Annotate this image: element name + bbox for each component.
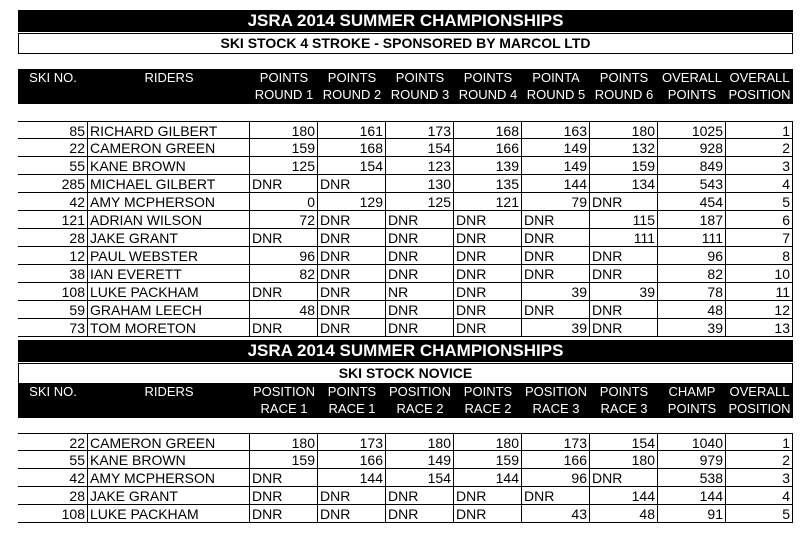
- rider-name-cell: JAKE GRANT: [88, 229, 250, 247]
- score-cell: DNR: [454, 283, 522, 301]
- score-cell: 13: [726, 319, 793, 337]
- table-row: [18, 175, 793, 193]
- column-header-line2: POINTS: [667, 401, 717, 416]
- score-cell: 82: [658, 265, 726, 283]
- score-cell: 166: [318, 451, 386, 469]
- column-header-line2: ROUND 2: [322, 87, 382, 102]
- score-cell: DNR: [386, 265, 454, 283]
- score-cell: 139: [454, 157, 522, 175]
- score-cell: DNR: [454, 211, 522, 229]
- rider-name-cell: CAMERON GREEN: [88, 139, 250, 157]
- score-cell: DNR: [250, 175, 318, 193]
- score-cell: 130: [386, 175, 454, 193]
- table-row: [18, 211, 793, 229]
- column-header-line2: RACE 3: [532, 401, 580, 416]
- score-cell: 39: [522, 283, 590, 301]
- column-header-line2: RACE 1: [260, 401, 308, 416]
- column-header: [658, 69, 726, 103]
- column-header-line1: POINTS: [599, 384, 649, 399]
- column-header: [522, 69, 590, 103]
- score-cell: 111: [658, 229, 726, 247]
- column-header-line2: RACE 1: [328, 401, 376, 416]
- ski-number-cell: 285: [18, 175, 88, 193]
- score-cell: 43: [522, 505, 590, 523]
- column-header-line1: SKI NO.: [29, 384, 77, 399]
- score-cell: 144: [454, 469, 522, 487]
- score-cell: 144: [318, 469, 386, 487]
- score-cell: DNR: [522, 301, 590, 319]
- ski-number-cell: 12: [18, 247, 88, 265]
- novice-header-row: [18, 383, 793, 418]
- score-cell: DNR: [590, 247, 658, 265]
- score-cell: 166: [522, 451, 590, 469]
- score-cell: 180: [386, 433, 454, 451]
- score-cell: 4: [726, 175, 793, 193]
- score-cell: 4: [726, 487, 793, 505]
- score-cell: 149: [386, 451, 454, 469]
- score-cell: DNR: [454, 301, 522, 319]
- ski-number-cell: 59: [18, 301, 88, 319]
- column-header-line2: RACE 3: [600, 401, 648, 416]
- score-cell: 135: [454, 175, 522, 193]
- table-row: [18, 283, 793, 301]
- score-cell: DNR: [250, 469, 318, 487]
- score-cell: 78: [658, 283, 726, 301]
- novice-title: JSRA 2014 SUMMER CHAMPIONSHIPS: [18, 340, 793, 362]
- score-cell: 180: [250, 121, 318, 139]
- rider-name-cell: TOM MORETON: [88, 319, 250, 337]
- score-cell: DNR: [454, 229, 522, 247]
- column-header-line2: ROUND 3: [390, 87, 450, 102]
- score-cell: 159: [590, 157, 658, 175]
- column-header-line1: OVERALL: [662, 70, 722, 85]
- ski-number-cell: 38: [18, 265, 88, 283]
- table-row: [18, 121, 793, 139]
- score-cell: DNR: [590, 193, 658, 211]
- table-row: [18, 157, 793, 175]
- column-header-line1: POSITION: [388, 384, 452, 399]
- score-cell: 2: [726, 139, 793, 157]
- score-cell: 159: [454, 451, 522, 469]
- score-cell: 96: [522, 469, 590, 487]
- rider-name-cell: LUKE PACKHAM: [88, 505, 250, 523]
- rider-name-cell: KANE BROWN: [88, 451, 250, 469]
- column-header: [726, 383, 793, 417]
- ski-number-cell: 108: [18, 505, 88, 523]
- column-header-line1: RIDERS: [144, 384, 194, 399]
- novice-subtitle: SKI STOCK NOVICE: [18, 363, 793, 384]
- column-header: [18, 69, 88, 86]
- score-cell: 159: [250, 451, 318, 469]
- score-cell: 48: [658, 301, 726, 319]
- score-cell: DNR: [454, 265, 522, 283]
- table-row: [18, 505, 793, 523]
- score-cell: 538: [658, 469, 726, 487]
- column-header: [386, 69, 454, 103]
- score-cell: 180: [454, 433, 522, 451]
- column-header: [88, 383, 250, 400]
- score-cell: 161: [318, 121, 386, 139]
- table-row: [18, 451, 793, 469]
- score-cell: DNR: [522, 229, 590, 247]
- column-header-line1: POINTS: [259, 70, 309, 85]
- column-header: [88, 69, 250, 86]
- score-cell: 159: [250, 139, 318, 157]
- column-header-line1: POINTS: [463, 70, 513, 85]
- column-header-line1: OVERALL: [729, 384, 790, 399]
- table-row: [18, 193, 793, 211]
- score-cell: 154: [318, 157, 386, 175]
- score-cell: 48: [250, 301, 318, 319]
- score-cell: 39: [590, 283, 658, 301]
- score-cell: 154: [386, 139, 454, 157]
- stock4-header-row: [18, 69, 793, 104]
- score-cell: 149: [522, 139, 590, 157]
- column-header-line2: RACE 2: [464, 401, 512, 416]
- score-cell: 96: [658, 247, 726, 265]
- score-cell: DNR: [318, 265, 386, 283]
- column-header-line1: POINTA: [532, 70, 580, 85]
- score-cell: DNR: [386, 505, 454, 523]
- score-cell: DNR: [250, 229, 318, 247]
- column-header: [522, 383, 590, 417]
- score-cell: 3: [726, 469, 793, 487]
- score-cell: 0: [250, 193, 318, 211]
- ski-number-cell: 22: [18, 433, 88, 451]
- column-header: [590, 69, 658, 103]
- column-header-line2: POSITION: [728, 401, 791, 416]
- ski-number-cell: 85: [18, 121, 88, 139]
- column-header-line1: SKI NO.: [29, 70, 77, 85]
- score-cell: 125: [250, 157, 318, 175]
- table-row: [18, 469, 793, 487]
- rider-name-cell: JAKE GRANT: [88, 487, 250, 505]
- table-row: [18, 247, 793, 265]
- score-cell: DNR: [454, 319, 522, 337]
- column-header: [318, 383, 386, 417]
- table-row: [18, 433, 793, 451]
- ski-number-cell: 28: [18, 229, 88, 247]
- score-cell: DNR: [386, 487, 454, 505]
- score-cell: DNR: [250, 505, 318, 523]
- score-cell: 6: [726, 211, 793, 229]
- column-header-line1: POINTS: [327, 384, 377, 399]
- score-cell: 39: [658, 319, 726, 337]
- column-header-line2: ROUND 1: [254, 87, 314, 102]
- column-header: [454, 383, 522, 417]
- score-cell: DNR: [522, 211, 590, 229]
- score-cell: DNR: [590, 319, 658, 337]
- column-header-line2: RACE 2: [396, 401, 444, 416]
- column-header-line2: POINTS: [667, 87, 717, 102]
- score-cell: 123: [386, 157, 454, 175]
- score-cell: 3: [726, 157, 793, 175]
- score-cell: 5: [726, 505, 793, 523]
- score-cell: DNR: [386, 229, 454, 247]
- score-cell: DNR: [318, 487, 386, 505]
- ski-number-cell: 73: [18, 319, 88, 337]
- score-cell: 154: [386, 469, 454, 487]
- score-cell: DNR: [250, 319, 318, 337]
- table-row: [18, 139, 793, 157]
- score-cell: 115: [590, 211, 658, 229]
- score-cell: 91: [658, 505, 726, 523]
- score-cell: 121: [454, 193, 522, 211]
- score-cell: DNR: [454, 505, 522, 523]
- rider-name-cell: LUKE PACKHAM: [88, 283, 250, 301]
- rider-name-cell: AMY MCPHERSON: [88, 193, 250, 211]
- score-cell: 5: [726, 193, 793, 211]
- ski-number-cell: 22: [18, 139, 88, 157]
- score-cell: 163: [522, 121, 590, 139]
- column-header: [318, 69, 386, 103]
- score-cell: 96: [250, 247, 318, 265]
- score-cell: DNR: [318, 229, 386, 247]
- score-cell: 149: [522, 157, 590, 175]
- score-cell: 154: [590, 433, 658, 451]
- score-cell: DNR: [386, 247, 454, 265]
- column-header-line1: POINTS: [327, 70, 377, 85]
- score-cell: 144: [522, 175, 590, 193]
- column-header-line1: POINTS: [463, 384, 513, 399]
- rider-name-cell: GRAHAM LEECH: [88, 301, 250, 319]
- score-cell: 1025: [658, 121, 726, 139]
- score-cell: DNR: [590, 469, 658, 487]
- score-cell: 8: [726, 247, 793, 265]
- score-cell: 144: [658, 487, 726, 505]
- score-cell: 173: [522, 433, 590, 451]
- column-header-line1: POINTS: [599, 70, 649, 85]
- score-cell: 180: [590, 121, 658, 139]
- column-header-line1: OVERALL: [729, 70, 790, 85]
- ski-number-cell: 108: [18, 283, 88, 301]
- score-cell: DNR: [590, 301, 658, 319]
- score-cell: 543: [658, 175, 726, 193]
- score-cell: DNR: [250, 487, 318, 505]
- ski-number-cell: 55: [18, 157, 88, 175]
- table-row: [18, 301, 793, 319]
- score-cell: 173: [386, 121, 454, 139]
- rider-name-cell: PAUL WEBSTER: [88, 247, 250, 265]
- score-cell: 79: [522, 193, 590, 211]
- column-header-line1: POINTS: [395, 70, 445, 85]
- score-cell: 173: [318, 433, 386, 451]
- score-cell: 82: [250, 265, 318, 283]
- score-cell: 168: [454, 121, 522, 139]
- column-header: [386, 383, 454, 417]
- score-cell: DNR: [318, 283, 386, 301]
- score-cell: DNR: [318, 301, 386, 319]
- ski-number-cell: 42: [18, 193, 88, 211]
- score-cell: 12: [726, 301, 793, 319]
- column-header-line2: POSITION: [728, 87, 791, 102]
- column-header-line1: CHAMP: [668, 384, 716, 399]
- score-cell: DNR: [522, 247, 590, 265]
- score-cell: 134: [590, 175, 658, 193]
- score-cell: DNR: [386, 319, 454, 337]
- score-cell: 168: [318, 139, 386, 157]
- score-cell: 1040: [658, 433, 726, 451]
- score-cell: 928: [658, 139, 726, 157]
- table-row: [18, 229, 793, 247]
- column-header: [250, 69, 318, 103]
- ski-number-cell: 121: [18, 211, 88, 229]
- score-cell: DNR: [250, 283, 318, 301]
- score-cell: DNR: [318, 505, 386, 523]
- score-cell: 125: [386, 193, 454, 211]
- score-cell: 849: [658, 157, 726, 175]
- ski-number-cell: 55: [18, 451, 88, 469]
- column-header: [18, 383, 88, 400]
- rider-name-cell: ADRIAN WILSON: [88, 211, 250, 229]
- score-cell: DNR: [454, 487, 522, 505]
- score-cell: 144: [590, 487, 658, 505]
- score-cell: 180: [590, 451, 658, 469]
- score-cell: 7: [726, 229, 793, 247]
- rider-name-cell: CAMERON GREEN: [88, 433, 250, 451]
- score-cell: 129: [318, 193, 386, 211]
- stock4-title: JSRA 2014 SUMMER CHAMPIONSHIPS: [18, 10, 793, 32]
- column-header: [658, 383, 726, 417]
- score-cell: 979: [658, 451, 726, 469]
- column-header: [726, 69, 793, 103]
- rider-name-cell: AMY MCPHERSON: [88, 469, 250, 487]
- column-header-line2: ROUND 6: [594, 87, 654, 102]
- table-row: [18, 487, 793, 505]
- score-cell: 187: [658, 211, 726, 229]
- rider-name-cell: MICHAEL GILBERT: [88, 175, 250, 193]
- score-cell: 180: [250, 433, 318, 451]
- score-cell: 39: [522, 319, 590, 337]
- table-row: [18, 319, 793, 337]
- score-cell: 2: [726, 451, 793, 469]
- score-cell: 166: [454, 139, 522, 157]
- column-header-line1: RIDERS: [144, 70, 194, 85]
- column-header-line1: POSITION: [524, 384, 588, 399]
- column-header: [250, 383, 318, 417]
- score-cell: DNR: [522, 487, 590, 505]
- rider-name-cell: KANE BROWN: [88, 157, 250, 175]
- score-cell: DNR: [318, 175, 386, 193]
- score-cell: 454: [658, 193, 726, 211]
- score-cell: DNR: [318, 319, 386, 337]
- column-header-line2: ROUND 5: [526, 87, 586, 102]
- column-header-line2: ROUND 4: [458, 87, 518, 102]
- score-cell: NR: [386, 283, 454, 301]
- score-cell: 48: [590, 505, 658, 523]
- stock4-subtitle: SKI STOCK 4 STROKE - SPONSORED BY MARCOL LTD: [18, 33, 793, 54]
- score-cell: 1: [726, 121, 793, 139]
- score-cell: 111: [590, 229, 658, 247]
- rider-name-cell: IAN EVERETT: [88, 265, 250, 283]
- score-cell: DNR: [386, 211, 454, 229]
- score-cell: DNR: [318, 247, 386, 265]
- score-cell: 11: [726, 283, 793, 301]
- table-row: [18, 265, 793, 283]
- score-cell: 72: [250, 211, 318, 229]
- ski-number-cell: 28: [18, 487, 88, 505]
- score-cell: 1: [726, 433, 793, 451]
- column-header-line1: POSITION: [252, 384, 316, 399]
- ski-number-cell: 42: [18, 469, 88, 487]
- score-cell: 132: [590, 139, 658, 157]
- score-cell: 10: [726, 265, 793, 283]
- score-cell: DNR: [590, 265, 658, 283]
- score-cell: DNR: [318, 211, 386, 229]
- score-cell: DNR: [386, 301, 454, 319]
- column-header: [590, 383, 658, 417]
- score-cell: DNR: [522, 265, 590, 283]
- column-header: [454, 69, 522, 103]
- rider-name-cell: RICHARD GILBERT: [88, 121, 250, 139]
- score-cell: DNR: [454, 247, 522, 265]
